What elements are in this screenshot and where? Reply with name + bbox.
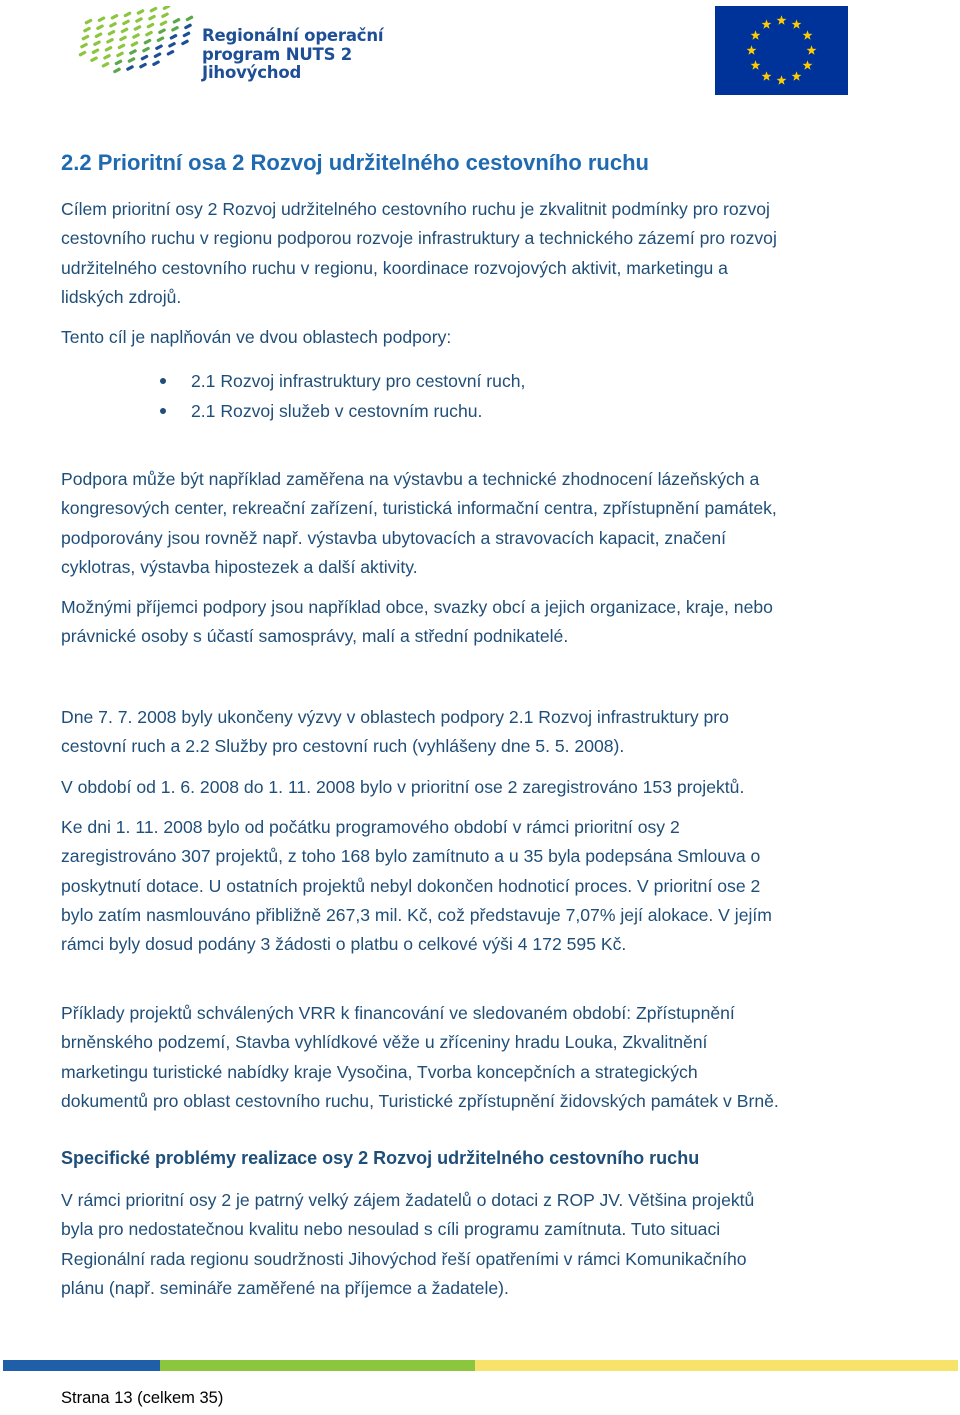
- logo-dash-icon: [181, 39, 190, 46]
- logo-dash-icon: [169, 34, 178, 41]
- logo-line-2: program NUTS 2: [202, 44, 353, 64]
- logo-dash-icon: [156, 36, 165, 43]
- footer-bar-blue: [3, 1360, 160, 1371]
- logo-dash-icon: [120, 27, 129, 34]
- page-number: Strana 13 (celkem 35): [61, 1389, 224, 1407]
- logo-dash-icon: [182, 31, 191, 38]
- logo-dash-icon: [127, 57, 136, 64]
- logo-dash-icon: [130, 41, 139, 48]
- logo-dash-icon: [161, 12, 170, 19]
- footer-color-bar: [3, 1360, 958, 1371]
- logo-dash-icon: [132, 33, 141, 40]
- eu-flag-icon: [715, 6, 848, 95]
- logo-dash-icon: [84, 18, 93, 25]
- bullet-icon: [160, 378, 166, 384]
- logo-dash-icon: [122, 19, 131, 26]
- status-paragraph: Ke dni 1. 11. 2008 bylo od počátku programového období v rámci prioritní osy 2 zaregistrováno 307 projektů, z toho 168 bylo zamítnuto a u 35 byla podepsána Smlouva o poskytnutí dotace. U ostatních projektů nebyl dokončen hodnoticí proces. V prioritní ose 2 bylo zatím nasmlouváno přibližně 267,3 mil. Kč, což představuje 7,07% její alokace. V jejím rámci byly dosud podány 3 žádosti o platbu o celkové výši 4 172 595 Kč.: [61, 817, 772, 955]
- list-item-text: 2.1 Rozvoj služeb v cestovním ruchu.: [191, 401, 483, 421]
- logo-dash-icon: [133, 25, 142, 32]
- examples-paragraph: Příklady projektů schválených VRR k financování ve sledovaném období: Zpřístupnění brněnského podzemí, Stavba vyhlídkové věže u zříceniny hradu Louka, Zkvalitnění marketingu turistické nabídky kraje Vysočina, Tvorba koncepčních a strategických dokumentů pro oblast cestovního ruchu, Turistické zpřístupnění židovských památek v Brně.: [61, 1003, 779, 1111]
- logo-dash-icon: [83, 26, 92, 33]
- logo-dash-icon: [103, 54, 112, 61]
- logo-dash-icon: [101, 62, 110, 69]
- logo-dash-icon: [91, 48, 100, 55]
- logo-dash-icon: [119, 35, 128, 42]
- rop-logo-mark-icon: [70, 6, 200, 86]
- logo-dash-icon: [153, 52, 162, 59]
- logo-dash-icon: [109, 22, 118, 29]
- logo-dash-icon: [185, 15, 194, 22]
- logo-dash-icon: [140, 54, 149, 61]
- logo-dash-icon: [97, 16, 106, 23]
- logo-dash-icon: [136, 9, 145, 16]
- logo-dash-icon: [139, 62, 148, 69]
- logo-dash-icon: [152, 60, 161, 67]
- logo-text: [202, 27, 383, 83]
- rop-logo: [70, 6, 384, 94]
- logo-dash-icon: [90, 56, 99, 63]
- logo-dash-icon: [184, 23, 193, 30]
- page-header: [0, 0, 960, 100]
- logo-line-3: Jihovýchod: [202, 63, 302, 82]
- logo-dash-icon: [116, 51, 125, 58]
- logo-dash-icon: [107, 30, 116, 37]
- logo-dash-icon: [110, 14, 119, 21]
- logo-line-1: Regionální operační: [202, 26, 384, 45]
- problems-paragraph: V rámci prioritní osy 2 je patrný velký zájem žadatelů o dotaci z ROP JV. Většina projektů byla pro nedostatečnou kvalitu nebo nesoulad s cíli programu zamítnuta. Tuto situaci Regionální rada regionu soudržnosti Jihovýchod řeší opatřeními v rámci Komunikačního plánu (např. semináře zaměřené na příjemce a žadatele).: [61, 1190, 755, 1298]
- logo-dash-icon: [129, 49, 138, 56]
- list-item-text: 2.1 Rozvoj infrastruktury pro cestovní ruch,: [191, 371, 526, 391]
- logo-dash-icon: [93, 40, 102, 47]
- period-paragraph: V období od 1. 6. 2008 do 1. 11. 2008 bylo v prioritní ose 2 zaregistrováno 153 projektů.: [61, 777, 745, 797]
- footer-bar-yellow: [475, 1360, 958, 1371]
- logo-dash-icon: [166, 50, 175, 57]
- logo-dash-icon: [171, 26, 180, 33]
- logo-dash-icon: [117, 43, 126, 50]
- recipients-paragraph: Možnými příjemci podpory jsou například obce, svazky obcí a jejich organizace, kraje, nebo právnické osoby s účastí samosprávy, malí a střední podnikatelé.: [61, 597, 773, 647]
- logo-dash-icon: [143, 38, 152, 45]
- section-title: 2.2 Prioritní osa 2 Rozvoj udržitelného cestovního ruchu: [61, 150, 649, 175]
- logo-dash-icon: [142, 46, 151, 53]
- logo-dash-icon: [114, 59, 123, 66]
- logo-dash-icon: [149, 6, 158, 13]
- logo-dash-icon: [106, 38, 115, 45]
- logo-dash-icon: [172, 18, 181, 25]
- logo-dash-icon: [162, 6, 171, 10]
- calls-paragraph: Dne 7. 7. 2008 byly ukončeny výzvy v oblastech podpory 2.1 Rozvoj infrastruktury pro cestovní ruch a 2.2 Služby pro cestovní ruch (vyhlášeny dne 5. 5. 2008).: [61, 707, 729, 757]
- footer-bar-green: [160, 1360, 475, 1371]
- logo-dash-icon: [159, 20, 168, 27]
- logo-dash-icon: [78, 50, 87, 57]
- logo-dash-icon: [94, 32, 103, 39]
- logo-dash-icon: [126, 65, 135, 72]
- logo-dash-icon: [80, 42, 89, 49]
- logo-dash-icon: [146, 22, 155, 29]
- intro-paragraph: Cílem prioritní osy 2 Rozvoj udržitelného cestovního ruchu je zkvalitnit podmínky pro rozvoj cestovního ruchu v regionu podporou rozvoje infrastruktury a technického zázemí pro rozvoj udržitelného cestovního ruchu v regionu, koordinace rozvojových aktivit, marketingu a lidských zdrojů.: [61, 199, 777, 307]
- logo-dash-icon: [135, 17, 144, 24]
- logo-dash-icon: [104, 46, 113, 53]
- logo-dash-icon: [113, 67, 122, 74]
- problems-heading: Specifické problémy realizace osy 2 Rozvoj udržitelného cestovního ruchu: [61, 1148, 700, 1168]
- logo-dash-icon: [168, 42, 177, 49]
- logo-dash-icon: [155, 44, 164, 51]
- bullet-icon: [160, 408, 166, 414]
- logo-dash-icon: [123, 11, 132, 18]
- logo-dash-icon: [96, 24, 105, 31]
- areas-lead: Tento cíl je naplňován ve dvou oblastech podpory:: [61, 327, 452, 347]
- logo-dash-icon: [81, 34, 90, 41]
- logo-dash-icon: [158, 28, 167, 35]
- support-paragraph: Podpora může být například zaměřena na výstavbu a technické zhodnocení lázeňských a kongresových center, rekreační zařízení, turistická informační centra, zpřístupnění památek, podporovány jsou rovněž např. výstavba ubytovacích a stravovacích kapacit, značení cyklotras, výstavba hipostezek a další aktivity.: [61, 469, 777, 577]
- logo-dash-icon: [148, 14, 157, 21]
- logo-dash-icon: [145, 30, 154, 37]
